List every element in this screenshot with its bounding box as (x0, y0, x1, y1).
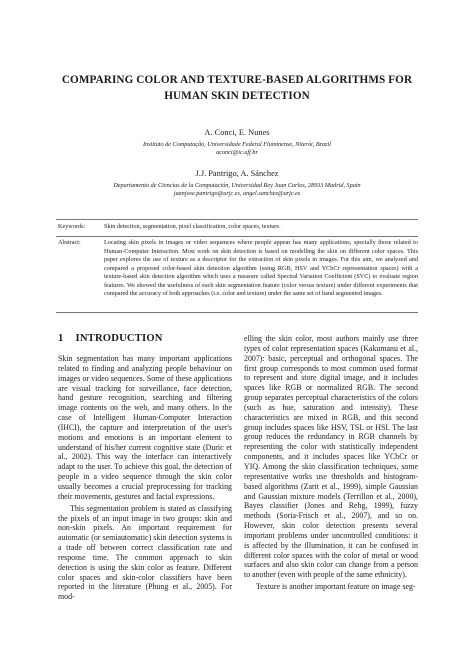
section-title: INTRODUCTION (75, 333, 163, 344)
paragraph: Texture is another important feature on image seg- (256, 582, 416, 592)
keywords-label: Keywords: (58, 223, 86, 230)
keywords-row (58, 223, 418, 232)
author-email: juanjose.pantrigo@urjc.es, angel.sanchez@urjc.es (173, 190, 301, 197)
divider (56, 219, 418, 220)
body-column-right (244, 334, 418, 592)
abstract-text: Locating skin pixels in images or video sequences where people appear has many applications, specially those related to Human-Computer Interaction. Most work on skin detection is based on modelling the skin on different color spaces. This paper explores the use of texture as a descriptor for the extraction of skin pixels in images. For this aim, we analyzed and compared a proposed color-based skin detection algorithm (using RGB, HSV and YCbCr representation spaces) with a texture-based skin detection algorithm which uses a measure called Spectral Variation Coefficient (SVC) to evaluate region features. We showed the usefulness of each skin segmentation feature (color versus texture) under different experiments that compared the accuracy of both approaches (i.e. color and texture) under the same set of hand segmented images. (104, 239, 418, 298)
divider (56, 236, 418, 237)
author-names: A. Conci, E. Nunes (204, 128, 270, 137)
author-block-2 (30, 169, 444, 198)
author-affiliation: Instituto de Computação, Universidade Federal Fluminense, Niterói, Brazil (142, 141, 331, 148)
author-names: J.J. Pantrigo, A. Sánchez (195, 169, 279, 178)
body-column-left (58, 354, 232, 602)
author-email: aconci@ic.uff.br (216, 149, 258, 156)
paragraph: Skin segmentation has many important applications related to finding and analyzing people behaviour on images or video sequences. Some of these applications are visual tracking for surveillance, face detection, hand gesture recognition, searching and filtering image contents on the web, and many others. In the case of Intelligent Human-Computer Interaction (IHCI), the capture and interpretation of the user's motions and emotions is an important element to understand of his/her current cognitive state (Duric et al., 2002). This way the interface can interactively adapt to the user. To achieve this goal, the detection of people in a video sequence through the skin color usually becomes a crucial preprocessing for tracking their movements, gestures and facial expressions. (58, 354, 232, 501)
abstract-label: Abstract: (58, 239, 81, 246)
abstract-row (58, 239, 418, 299)
paper-title: COMPARING COLOR AND TEXTURE-BASED ALGORITHMS FOR HUMAN SKIN DETECTION (61, 74, 413, 102)
author-affiliation: Departamento de Ciencias de la Computación, Universidad Rey Juan Carlos, 28933 Madrid, Spain (113, 182, 361, 189)
keywords-text: Skin detection, segmentation, pixel classification, color spaces, texture. (104, 223, 281, 230)
divider (56, 312, 418, 313)
author-block-1 (30, 128, 444, 157)
section-number: 1 (58, 333, 64, 344)
paragraph: This segmentation problem is stated as classifying the pixels of an input image in two groups: skin and non-skin pixels. An important requirement for automatic (or semiautomatic) skin detection systems is a trade off between correct classification rate and response time. The common approach to skin detection is using the skin color as feature. Different color spaces and skin-color classifiers have been reported in the literature (Phung et al., 2005). For mod- (58, 503, 232, 602)
paragraph: elling the skin color, most authors mainly use three types of color representation spaces (Kakumanu et al., 2007): basic, perceptual and orthogonal spaces. The first group corresponds to most common used format to represent and store digital image, and it includes spaces like RGB or normalized RGB. The second group separates perceptual characteristics of the colors (such as hue, saturation and intensity). These characteristics are mixed in RGB, and this second group includes spaces like HSV, TSL or HSI. The last group reduces the redundancy in RGB channels by representing the color with statistically independent components, and it includes spaces like YCbCr or YIQ. Among the skin classification techniques, some representative works use thresholds and histogram-based algorithms (Zarit et al., 1999), simple Gaussian and Gaussian mixture models (Terrillon et al., 2000), Bayes classifier (Jones and Rehg, 1999), fuzzy methods (Soria-Frisch et al., 2007), and so on. However, skin color detection presents several important problems under uncontrolled conditions: it is affected by the illumination, it can be confused in different color spaces with the color of metal or wood surfaces and also skin color can change from a person to another (even with people of the same ethnicity). (244, 334, 418, 580)
section-heading (58, 332, 163, 346)
